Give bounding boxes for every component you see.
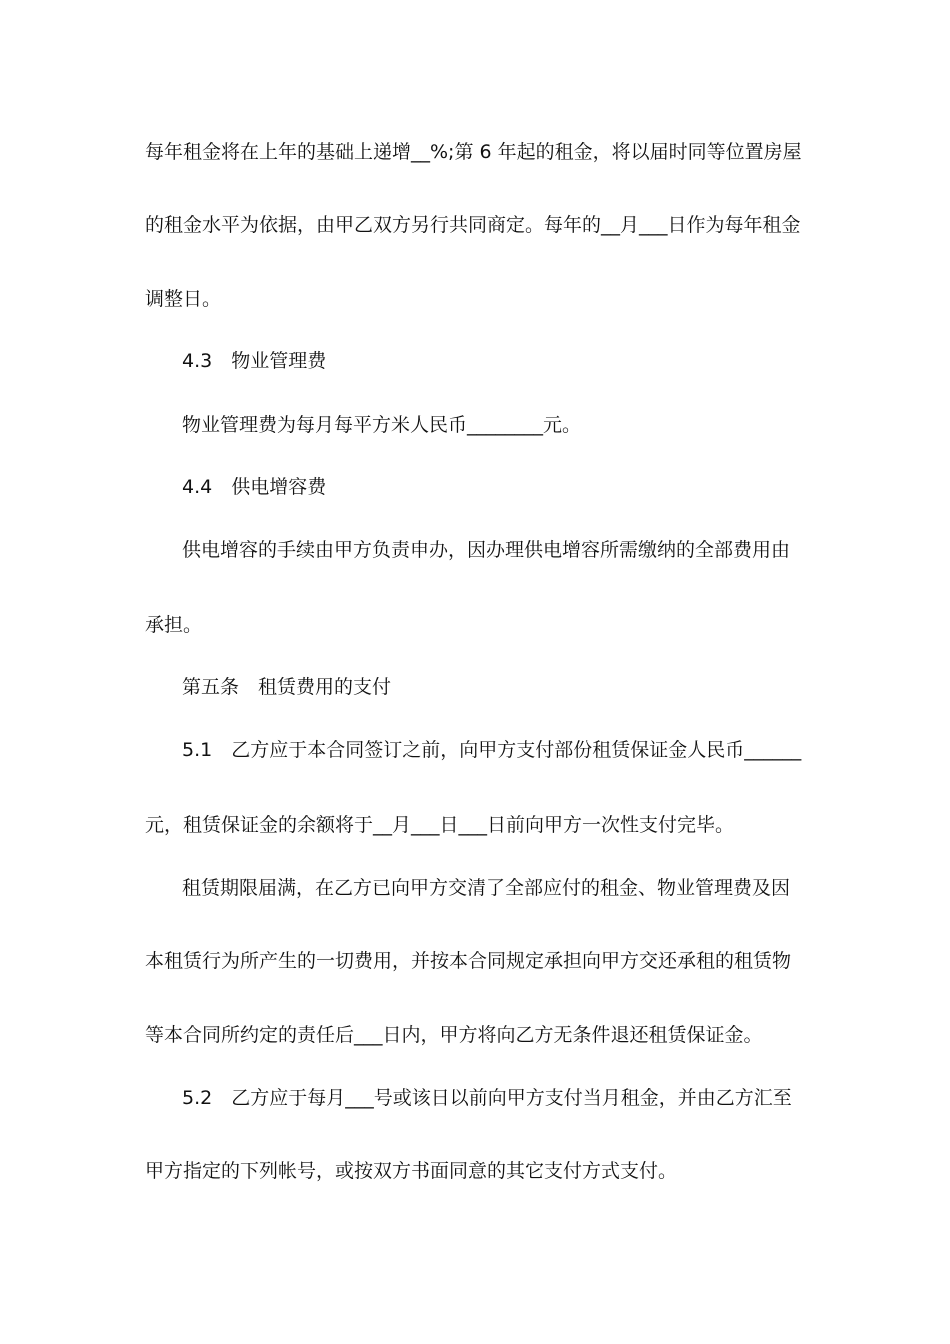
paragraph-line: 甲方指定的下列帐号，或按双方书面同意的其它支付方式支付。 <box>145 1160 678 1182</box>
article-heading-5: 第五条 租赁费用的支付 <box>182 676 392 698</box>
paragraph-line: 承担。 <box>145 614 203 636</box>
section-heading-4-3: 4.3 物业管理费 <box>182 350 327 372</box>
paragraph-line: 租赁期限届满，在乙方已向甲方交清了全部应付的租金、物业管理费及因 <box>182 877 791 899</box>
paragraph-line: 物业管理费为每月每平方米人民币________元。 <box>182 414 582 436</box>
paragraph-line: 每年租金将在上年的基础上递增__%;第 6 年起的租金，将以届时同等位置房屋 <box>145 141 802 163</box>
section-heading-4-4: 4.4 供电增容费 <box>182 476 327 498</box>
paragraph-line: 5.2 乙方应于每月___号或该日以前向甲方支付当月租金，并由乙方汇至 <box>182 1087 792 1109</box>
paragraph-line: 的租金水平为依据，由甲乙双方另行共同商定。每年的__月___日作为每年租金 <box>145 214 801 236</box>
paragraph-line: 供电增容的手续由甲方负责申办，因办理供电增容所需缴纳的全部费用由 <box>182 539 791 561</box>
paragraph-line: 本租赁行为所产生的一切费用，并按本合同规定承担向甲方交还承租的租赁物 <box>145 950 792 972</box>
paragraph-line: 元，租赁保证金的余额将于__月___日___日前向甲方一次性支付完毕。 <box>145 814 735 836</box>
paragraph-line: 等本合同所约定的责任后___日内，甲方将向乙方无条件退还租赁保证金。 <box>145 1024 763 1046</box>
paragraph-line: 调整日。 <box>145 288 222 310</box>
paragraph-line: 5.1 乙方应于本合同签订之前，向甲方支付部份租赁保证金人民币______ <box>182 739 802 761</box>
